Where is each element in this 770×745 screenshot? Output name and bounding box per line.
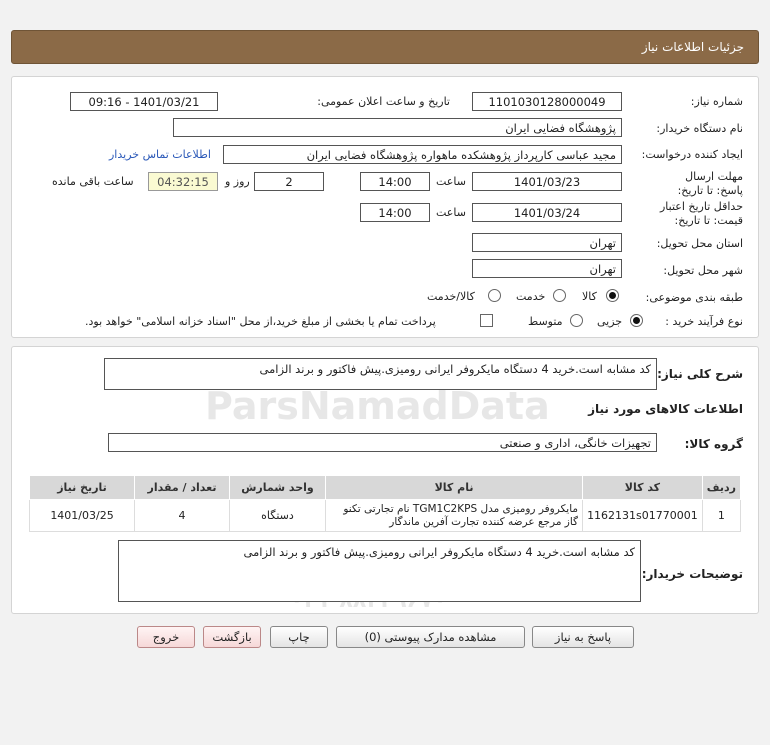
cell-date: 1401/03/25 (30, 500, 135, 532)
announce-field: 1401/03/21 - 09:16 (70, 92, 218, 111)
goods-table (29, 475, 741, 532)
exit-button[interactable]: خروج (137, 626, 195, 648)
reply-button[interactable]: پاسخ به نیاز (532, 626, 634, 648)
cell-unit: دستگاه (229, 500, 325, 532)
creator-label: ایجاد کننده درخواست: (641, 148, 743, 161)
col-unit: واحد شمارش (229, 476, 325, 500)
category-radio-goods[interactable] (606, 289, 619, 302)
back-button[interactable]: بازگشت (203, 626, 261, 648)
validity-time-field: 14:00 (360, 203, 430, 222)
goods-group-label: گروه کالا: (684, 437, 743, 451)
payment-note: پرداخت تمام یا بخشی از مبلغ خرید،از محل "اسناد خزانه اسلامی" خواهد بود. (85, 315, 436, 328)
col-code: کد کالا (583, 476, 703, 500)
cell-name: مایکروفر رومیزی مدل TGM1C2KPS نام تجارتی تکنو گاز مرجع عرضه کننده تجارت آفرین ماندگار (326, 500, 583, 532)
treasury-checkbox[interactable] (480, 314, 493, 327)
category-label: طبقه بندی موضوعی: (645, 291, 743, 304)
validity-label: حداقل تاریخ اعتبار قیمت: تا تاریخ: (659, 200, 743, 227)
buyer-org-label: نام دستگاه خریدار: (656, 122, 743, 135)
buyer-notes-label: توضیحات خریدار: (641, 567, 743, 581)
validity-time-label: ساعت (436, 206, 466, 219)
category-option-goods-service: کالا/خدمت (427, 290, 475, 303)
days-label: روز و (225, 175, 250, 188)
process-label: نوع فرآیند خرید : (665, 315, 743, 328)
category-radio-service[interactable] (553, 289, 566, 302)
category-radio-goods-service[interactable] (488, 289, 501, 302)
process-radio-minor[interactable] (630, 314, 643, 327)
announce-label: تاریخ و ساعت اعلان عمومی: (317, 95, 450, 108)
province-field: تهران (472, 233, 622, 252)
buyer-contact-link[interactable]: اطلاعات تماس خریدار (109, 148, 211, 161)
city-label: شهر محل تحویل: (663, 264, 743, 277)
cell-code: 1162131s01770001 (583, 500, 703, 532)
process-option-medium: متوسط (528, 315, 563, 328)
time-remaining-label: ساعت باقی مانده (52, 175, 134, 188)
col-date: تاریخ نیاز (30, 476, 135, 500)
goods-table-header (30, 476, 741, 500)
cell-qty: 4 (135, 500, 230, 532)
province-label: استان محل تحویل: (656, 237, 743, 250)
buyer-org-field: پژوهشگاه فضایی ایران (173, 118, 622, 137)
need-number-label: شماره نیاز: (690, 95, 743, 108)
view-docs-button[interactable]: مشاهده مدارک پیوستی (0) (336, 626, 525, 648)
deadline-date-field: 1401/03/23 (472, 172, 622, 191)
goods-section-title: اطلاعات کالاهای مورد نیاز (588, 402, 743, 416)
summary-field: کد مشابه است.خرید 4 دستگاه مایکروفر ایرانی رومیزی.پیش فاکتور و برند الزامی (104, 358, 657, 390)
col-name: نام کالا (326, 476, 583, 500)
print-button[interactable]: چاپ (270, 626, 328, 648)
summary-label: شرح کلی نیاز: (657, 367, 743, 381)
process-option-minor: جزیی (597, 315, 623, 328)
page-title: جزئیات اطلاعات نیاز (641, 40, 744, 54)
buyer-notes-field: کد مشابه است.خرید 4 دستگاه مایکروفر ایرانی رومیزی.پیش فاکتور و برند الزامی (118, 540, 641, 602)
deadline-time-field: 14:00 (360, 172, 430, 191)
category-option-service: خدمت (516, 290, 546, 303)
validity-date-field: 1401/03/24 (472, 203, 622, 222)
creator-field: مجید عباسی کارپرداز پژوهشکده ماهواره پژوهشگاه فضایی ایران (223, 145, 622, 164)
table-row (30, 500, 741, 532)
deadline-label: مهلت ارسال پاسخ: تا تاریخ: (677, 170, 743, 197)
process-radio-medium[interactable] (570, 314, 583, 327)
need-number-field: 1101030128000049 (472, 92, 622, 111)
cell-row: 1 (702, 500, 740, 532)
category-option-goods: کالا (582, 290, 597, 303)
goods-group-field: تجهیزات خانگی، اداری و صنعتی (108, 433, 657, 452)
deadline-time-label: ساعت (436, 175, 466, 188)
col-row: ردیف (702, 476, 740, 500)
city-field: تهران (472, 259, 622, 278)
page-header (11, 30, 759, 64)
col-qty: تعداد / مقدار (135, 476, 230, 500)
days-remaining-field: 2 (254, 172, 324, 191)
time-remaining-field: 04:32:15 (148, 172, 218, 191)
